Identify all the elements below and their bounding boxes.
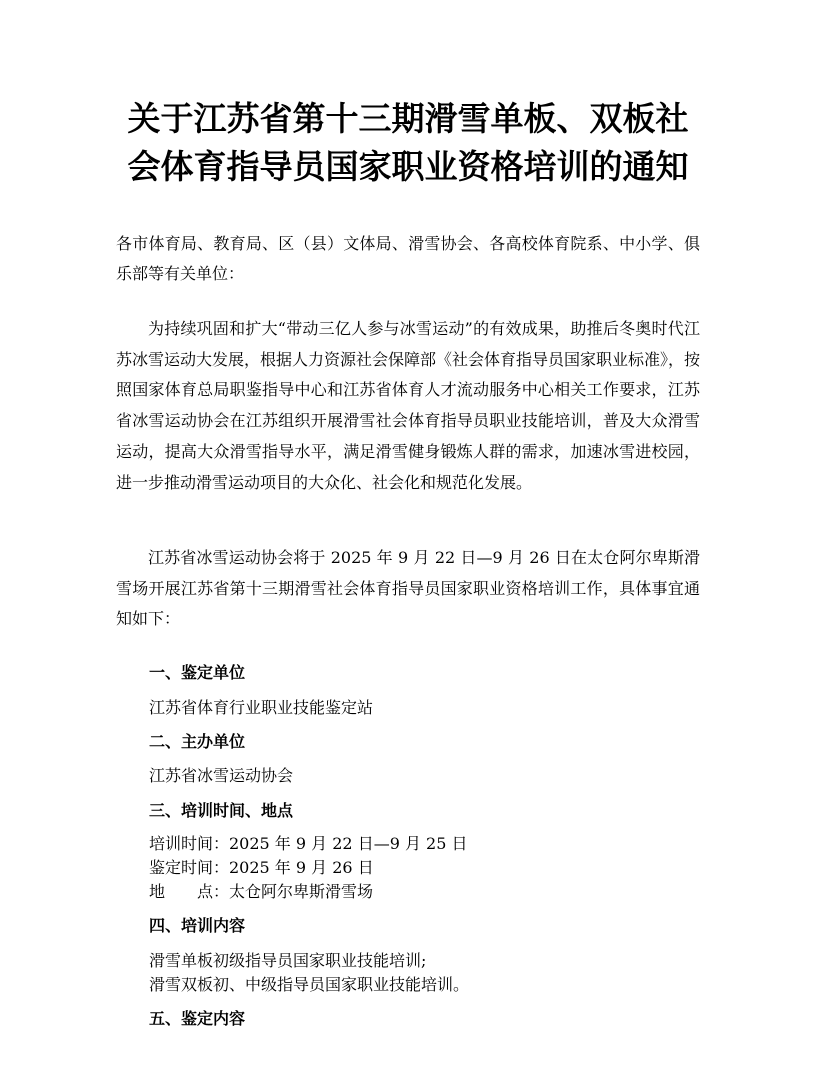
section-heading-time-location: 三、培训时间、地点	[149, 801, 294, 820]
section-heading-training-content: 四、培训内容	[149, 916, 246, 935]
salutation: 各市体育局、教育局、区（县）文体局、滑雪协会、各高校体育院系、中小学、俱乐部等有关单位：	[116, 234, 700, 283]
location-value: 太仓阿尔卑斯滑雪场	[229, 882, 374, 901]
title-line-1: 关于江苏省第十三期滑雪单板、双板社	[127, 99, 689, 138]
document-title	[100, 95, 716, 191]
appraisal-unit-text: 江苏省体育行业职业技能鉴定站	[149, 698, 374, 717]
section-heading-organizer: 二、主办单位	[149, 732, 246, 751]
training-time-text: 培训时间：2025 年 9 月 22 日—9 月 25 日	[149, 834, 468, 853]
paragraph-intro: 为持续巩固和扩大“带动三亿人参与冰雪运动”的有效成果，助推后冬奥时代江苏冰雪运动大发展，根据人力资源社会保障部《社会体育指导员国家职业标准》，按照国家体育总局职鉴指导中心和江苏省体育人才流动服务中心相关工作要求，江苏省冰雪运动协会在江苏组织开展滑雪社会体育指导员职业技能培训，普及大众滑雪运动，提高大众滑雪指导水平，满足滑雪健身锻炼人群的需求，加速冰雪进校园，进一步推动滑雪运动项目的大众化、社会化和规范化发展。	[116, 319, 701, 492]
title-line-2: 会体育指导员国家职业资格培训的通知	[127, 147, 689, 186]
location-label: 地 点：	[149, 882, 230, 901]
section-heading-appraisal-content: 五、鉴定内容	[149, 1009, 246, 1028]
organizer-text: 江苏省冰雪运动协会	[149, 766, 294, 785]
section-heading-appraisal-unit: 一、鉴定单位	[149, 663, 246, 682]
paragraph-notice: 江苏省冰雪运动协会将于 2025 年 9 月 22 日—9 月 26 日在太仓阿尔卑斯滑雪场开展江苏省第十三期滑雪社会体育指导员国家职业资格培训工作，具体事宜通知如下：	[116, 548, 700, 629]
training-content-ski: 滑雪双板初、中级指导员国家职业技能培训。	[149, 975, 470, 994]
location-line	[149, 882, 373, 902]
appraisal-time-text: 鉴定时间：2025 年 9 月 26 日	[149, 858, 374, 877]
training-content-snowboard: 滑雪单板初级指导员国家职业技能培训;	[149, 951, 427, 970]
